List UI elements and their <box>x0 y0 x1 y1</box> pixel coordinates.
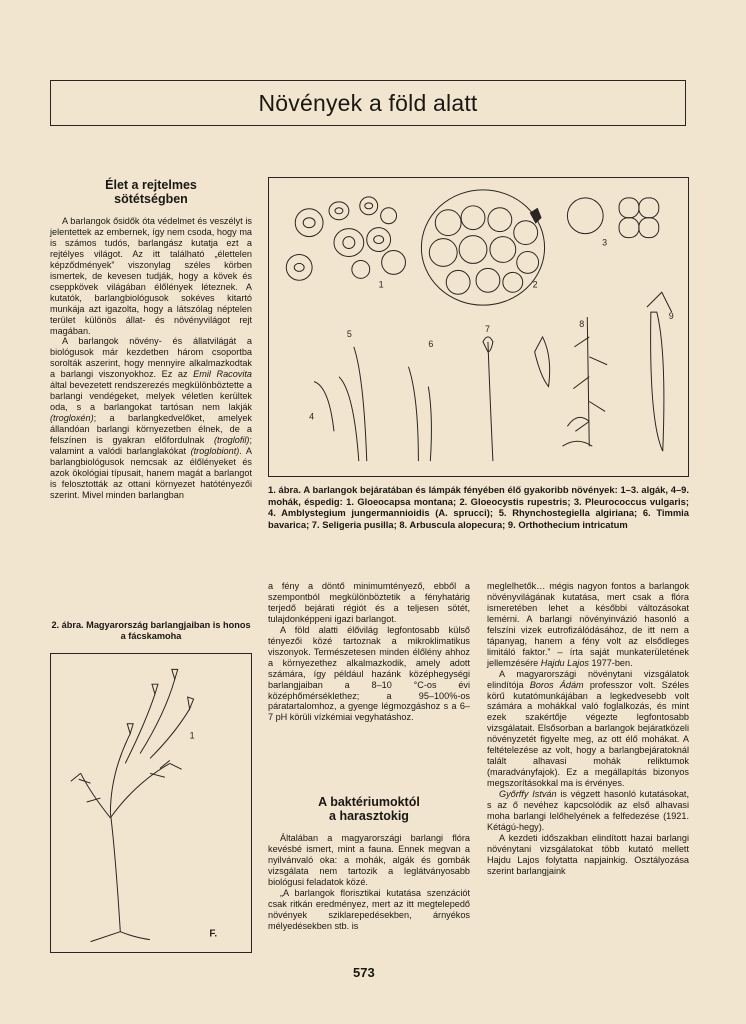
figure-label: 4 <box>309 411 315 422</box>
column-1 <box>50 178 252 501</box>
page-title: Növények a föld alatt <box>258 89 478 116</box>
figure-1-caption: 1. ábra. A barlangok bejáratában és lámpák fényében élő gyakoribb növények: 1–3. algák, 4–9. mohák, éspedig: 1. Gloeocapsa montana; 2. Gloeocystis rupestris; 3. Pleurococcus vulgaris; 4. Amblystegium jungermannioidis (A. sprucci); 5. Rhynchostegiella algiriana; 6. Timmia bavarica; 7. Seligeria pusilla; 8. Arbuscula alopecura; 9. Orthothecium intricatum <box>268 484 689 530</box>
paragraph: A barlangok ősidők óta védelmet és veszélyt is jelentettek az embernek, így nem csoda, hogy ma is számos tudós, barlangász kutatja ezt a rejtélyes világot. Az itt található „élettelen képződmények” viszonylag széles körben ismertek, de kevesen tudják, hogy a kövek és cseppkövek világában élőlények léteznek. A kutatók, barlangbiológusok sokéves kitartó munkája azt igazolta, hogy a látszólag néptelen terület különös állat- és növényvilágot rejt magában. <box>50 216 252 336</box>
signature: F. <box>209 928 218 940</box>
figure-1 <box>268 177 689 477</box>
paragraph: Általában a magyarországi barlangi flóra kevésbé ismert, mint a fauna. Ennek megvan a nyilvánvaló oka: a mohák, algák és gombák vizsgálata nem tartozik a leglátványosabb biológusi feladatok közé. <box>268 833 470 888</box>
section-heading-1 <box>50 178 252 206</box>
figure-label: 6 <box>428 338 434 349</box>
paragraph: „A barlangok florisztikai kutatása szenzációt csak ritkán eredményez, mert az itt megtelepedő növények sziklarepedésekben, árnyékos mélyedésekben stb. is <box>268 888 470 932</box>
paragraph: Győrffy István is végzett hasonló kutatásokat, s az ő nevéhez kapcsolódik az első alhavasi moha barlangi lelőhelyének a felfedezése (1921. Kétágú-hegy). <box>487 789 689 832</box>
figure-2-caption: 2. ábra. Magyarország barlangjaiban is honos a fácskamoha <box>51 620 251 641</box>
heading-line-1: A baktériumoktól <box>318 795 420 810</box>
figure-label: 3 <box>602 237 608 248</box>
paragraph: meglelhetők… mégis nagyon fontos a barlangok növényvilágának kutatása, mert csak a flóra ismeretében lehet a későbbi változásokat lemérni. A barlangi növényinvázió hasonló a felszíni vizek eutrofizálódásához, de itt nem a tápanyag, hanem a fény volt az elsődleges limitáló faktor.” – írta saját munkaterületének jellemzésére Hajdu Lajos 1977-ben. <box>487 581 689 668</box>
page-number: 573 <box>353 965 375 980</box>
paragraph: A barlangok növény- és állatvilágát a biológusok már kezdetben három csoportba sorolták aszerint, hogy mennyire alkalmazkodtak a barlangi viszonyokhoz. Ez az Emil Racovita által bevezetett rendszerezés megkülönböztette a barlangi vendégeket, melyek véletlen kerültek oda, s a barlangokat tartósan nem lakják (trogloxén); a barlangkedvelőket, amelyek állandóan barlangi környezetben élnek, de a felszínen is gyakran előfordulnak (troglofil); valamint a valódi barlanglakókat (troglobiont). A barlangbiológusok nemcsak az élőlényeket és azok ökológiai típusait, hanem magát a barlangot is felosztották az ottani környezet hatótényezői szerint. Mivel minden barlangban <box>50 336 253 500</box>
tree-moss-illustration <box>51 654 251 952</box>
heading-line-2: a harasztokig <box>329 809 409 824</box>
figure-label: 5 <box>346 328 352 339</box>
paragraph: A föld alatti élővilág legfontosabb külső tényezői közé tartoznak a mikroklimatikus viszonyok. Természetesen minden élőlény ahhoz a környezethez alkalmazkodik, amely adott számára, így például hazánk középhegységi barlangjaiban a 8–10 °C-os évi középhőmérséklethez; a 95–100%-os páratartalomhoz, a gyenge légmozgáshoz s a 6–7 pH körüli vízkémiai vegyhatáshoz. <box>268 624 470 723</box>
figure-label: 2 <box>532 279 538 290</box>
title-box <box>50 80 686 126</box>
paragraph: A magyarországi növénytani vizsgálatok elindítója Boros Ádám professzor volt. Széles körű kutatómunkájában a legkedvesebb volt számára a mohákkal való foglalkozás, és mint ezek szakértője végezte legfontosabb vizsgálatait. Elsősorban a barlangok bejáratközeli növényzetét figyelte meg, az ott élő mohákat. A feltételezése az volt, hogy a barlangbejáratoknál talált alhavasi mohák reliktumok (maradványfajok). Ez a megállapítás bizonyos megszorításokkal ma is érvényes. <box>487 668 689 789</box>
figure-label: 7 <box>484 323 490 334</box>
figure-2 <box>50 653 252 953</box>
figure-label: 9 <box>668 311 674 322</box>
column-2 <box>268 581 470 932</box>
heading-line-2: sötétségben <box>114 192 188 206</box>
moss-algae-illustration <box>269 178 688 476</box>
heading-line-1: Élet a rejtelmes <box>105 178 197 192</box>
figure-label: 8 <box>579 319 585 329</box>
figure-label: 1 <box>378 279 384 290</box>
paragraph: A kezdeti időszakban elindított hazai barlangi növénytani vizsgálatokat több kutató mellett Hajdu Lajos folytatta napjainkig. Osztályozása szerint barlangjaink <box>487 832 689 876</box>
paragraph: a fény a döntő minimumtényező, ebből a szempontból megkülönböztetik a fényhatárig terjedő bejárati régiót és a teljesen sötét, tulajdonképpeni igazi barlangot. <box>268 581 470 624</box>
section-heading-2 <box>268 795 470 823</box>
figure-2-label: 1 <box>189 730 195 741</box>
column-3 <box>487 581 689 877</box>
